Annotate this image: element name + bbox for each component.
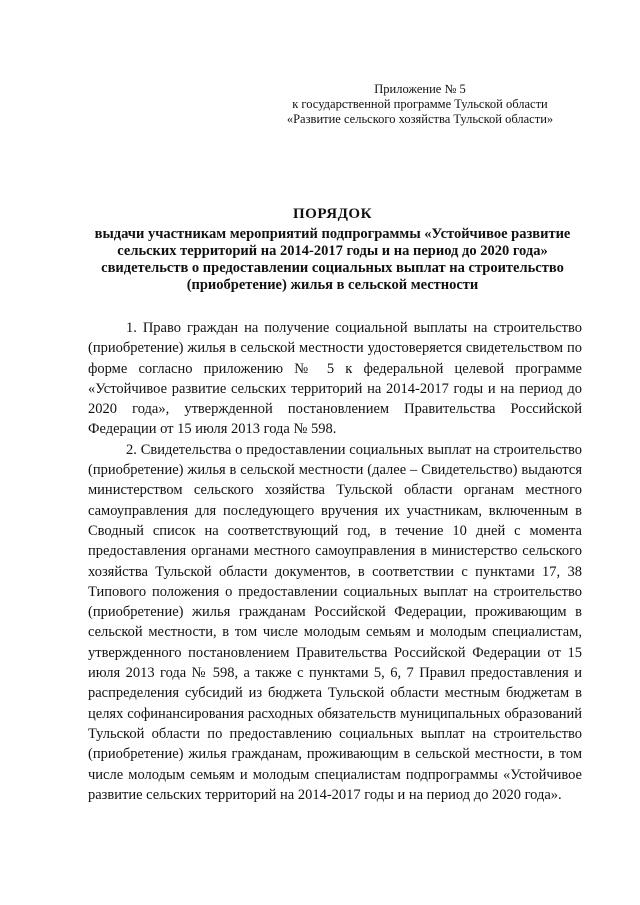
title-line-2: сельских территорий на 2014-2017 годы и на период до 2020 года» [117, 243, 548, 259]
appendix-header [280, 82, 560, 127]
appendix-program-ref: к государственной программе Тульской области [292, 97, 548, 111]
appendix-program-name: «Развитие сельского хозяйства Тульской области» [286, 112, 554, 126]
paragraph-1: 1. Право граждан на получение социальной выплаты на строительство (приобретение) жилья в сельской местности удостоверяется свидетельством по форме согласно приложению № 5 к федеральной целевой программе «Устойчивое развитие сельских территорий на 2014-2017 годы и на период до 2020 года», утвержденной постановлением Правительства Российской Федерации от 15 июля 2013 года № 598. [88, 320, 582, 438]
title-line-4: (приобретение) жилья в сельской местности [186, 277, 479, 293]
title-line-1: выдачи участникам мероприятий подпрограммы «Устойчивое развитие [94, 226, 571, 242]
title-line-3: свидетельств о предоставлении социальных выплат на строительство [101, 260, 564, 276]
appendix-number: Приложение № 5 [374, 82, 466, 96]
paragraph-2: 2. Свидетельства о предоставлении социальных выплат на строительство (приобретение) жилья в сельской местности (далее – Свидетельство) выдаются министерством сельского хозяйства Тульской области органам местного самоуправления для последующего вручения их участникам, включенным в Сводный список на соответствующий год, в течение 10 дней с момента предоставления органами местного самоуправления в министерство сельского хозяйства Тульской области документов, в соответствии с пунктами 17, 38 Типового положения о предоставлении социальных выплат на строительство (приобретение) жилья гражданам Российской Федерации, проживающим в сельской местности, в том числе молодым семьям и молодым специалистам, утвержденного постановлением Правительства Российской Федерации от 15 июля 2013 года № 598, а также с пунктами 5, 6, 7 Правил предоставления и распределения субсидий из бюджета Тульской области местным бюджетам в целях софинансирования расходных обязательств муниципальных образований Тульской области по предоставлению социальных выплат на строительство (приобретение) жилья гражданам, проживающим в сельской местности, в том числе молодым семьям и молодым специалистам подпрограммы «Устойчивое развитие сельских территорий на 2014-2017 годы и на период до 2020 года». [88, 441, 582, 803]
document-body [88, 318, 582, 805]
document-title-block [80, 206, 585, 294]
document-heading: ПОРЯДОК [293, 206, 372, 222]
